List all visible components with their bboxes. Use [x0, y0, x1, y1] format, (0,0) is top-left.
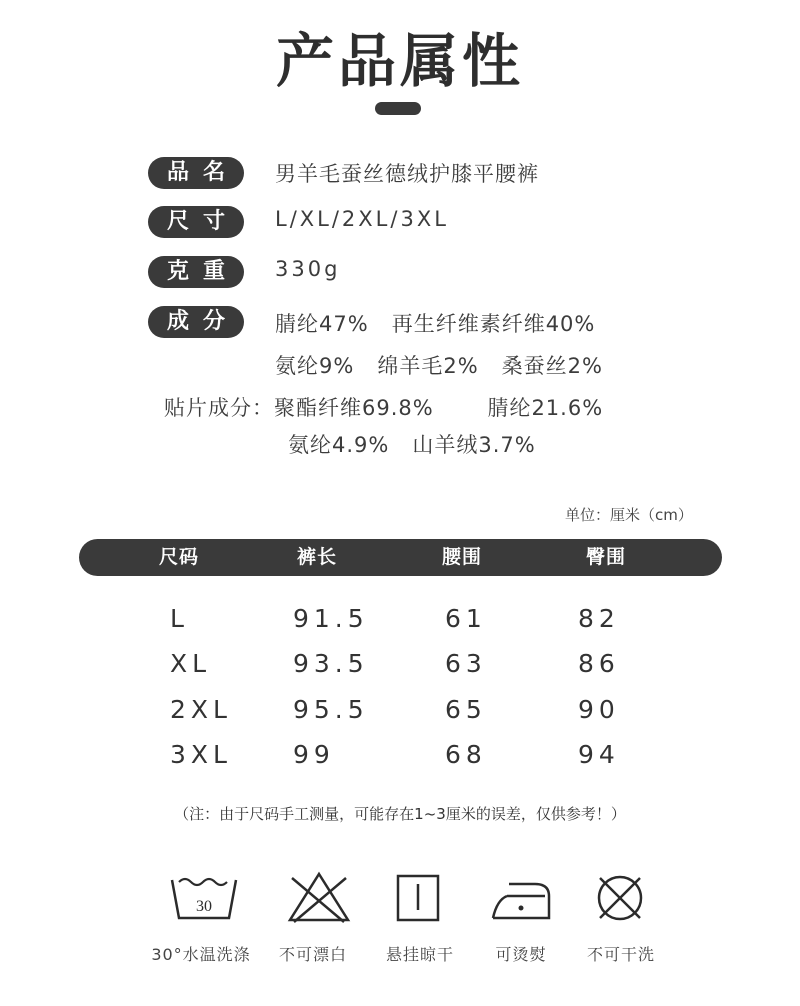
attr-value-weight: 330g	[275, 257, 341, 281]
cell-length: 99	[293, 740, 335, 769]
no-bleach-icon	[284, 870, 354, 926]
cell-hip: 94	[578, 740, 620, 769]
measurement-note: （注：由于尺码手工测量，可能存在1~3厘米的误差，仅供参考！）	[174, 805, 626, 823]
attr-value-name: 男羊毛蚕丝德绒护膝平腰裤	[275, 162, 539, 186]
cell-hip: 82	[578, 604, 620, 633]
attr-label-name: 品名	[148, 157, 244, 189]
header-waist: 腰围	[442, 546, 483, 568]
iron-icon	[487, 870, 557, 926]
header-hip: 臀围	[586, 546, 627, 568]
size-table-header	[79, 539, 722, 576]
cell-waist: 65	[445, 695, 487, 724]
cell-size: 3XL	[170, 740, 232, 769]
attr-value-composition-2: 氨纶9% 绵羊毛2% 桑蚕丝2%	[275, 354, 603, 378]
cell-length: 93.5	[293, 649, 369, 678]
cell-waist: 61	[445, 604, 487, 633]
cell-size: L	[170, 604, 189, 633]
cell-size: 2XL	[170, 695, 232, 724]
hang-dry-icon	[384, 870, 454, 926]
attr-value-patch-1: 贴片成分：聚酯纤维69.8% 腈纶21.6%	[164, 396, 604, 420]
cell-length: 95.5	[293, 695, 369, 724]
attr-value-composition-1: 腈纶47% 再生纤维素纤维40%	[275, 312, 596, 336]
care-label-wash: 30°水温洗涤	[151, 945, 251, 964]
cell-length: 91.5	[293, 604, 369, 633]
title-underline	[375, 102, 421, 115]
unit-label: 单位：厘米（cm）	[565, 506, 693, 524]
wash-temp-text: 30	[196, 898, 212, 915]
care-label-iron: 可烫熨	[495, 945, 547, 964]
no-dry-clean-icon	[585, 870, 655, 926]
care-label-no-dry-clean: 不可干洗	[586, 945, 655, 964]
cell-hip: 90	[578, 695, 620, 724]
cell-waist: 63	[445, 649, 487, 678]
header-size: 尺码	[159, 546, 200, 568]
attr-value-size: L/XL/2XL/3XL	[275, 207, 449, 231]
cell-waist: 68	[445, 740, 487, 769]
attr-label-weight: 克重	[148, 256, 244, 288]
care-label-no-bleach: 不可漂白	[278, 945, 347, 964]
cell-hip: 86	[578, 649, 620, 678]
attr-label-composition: 成分	[148, 306, 244, 338]
page-title: 产品属性	[275, 27, 524, 95]
attr-value-patch-2: 氨纶4.9% 山羊绒3.7%	[288, 433, 536, 457]
wash-30-icon	[169, 870, 239, 926]
attr-label-size: 尺寸	[148, 206, 244, 238]
header-length: 裤长	[297, 546, 338, 568]
cell-size: XL	[170, 649, 212, 678]
care-label-hang-dry: 悬挂晾干	[385, 945, 454, 964]
